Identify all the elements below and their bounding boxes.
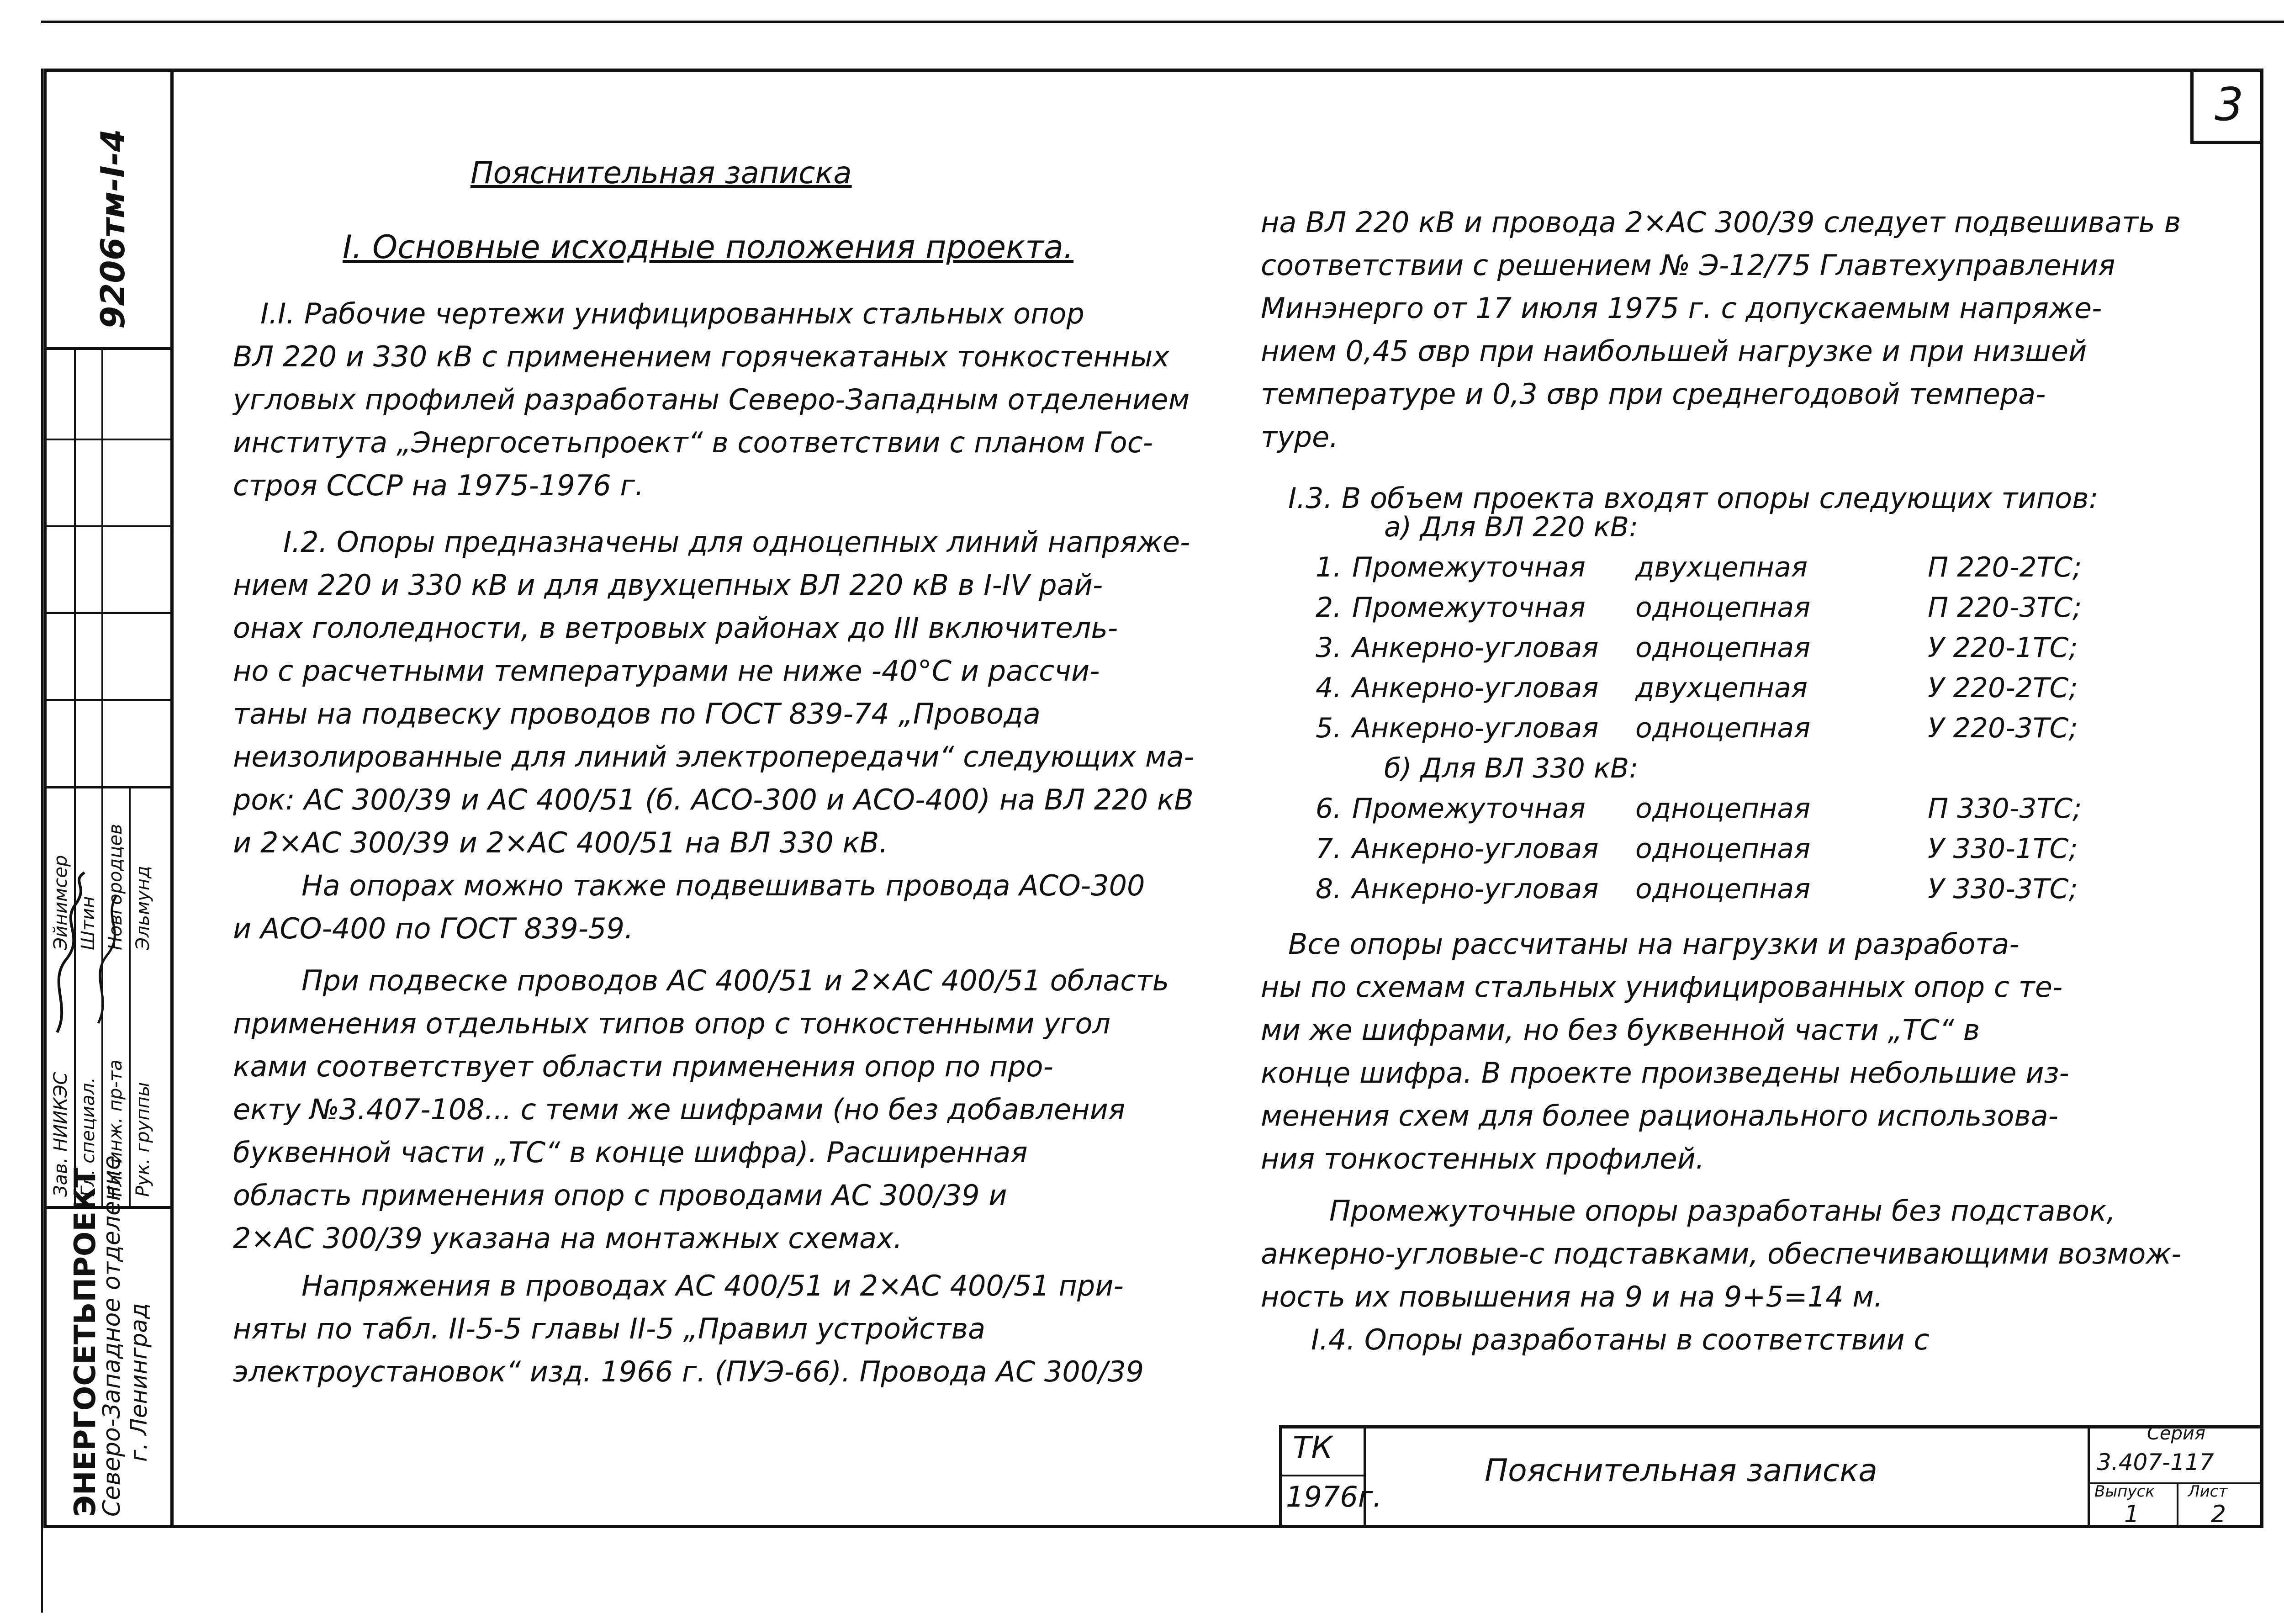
item-kind: Анкерно-угловая xyxy=(1352,873,1599,905)
item-circuit: одноцепная xyxy=(1635,793,1811,825)
item-code: У 220-3ТС; xyxy=(1928,712,2078,744)
item-circuit: двухцепная xyxy=(1635,672,1808,704)
page-title: Пояснительная записка xyxy=(471,155,852,190)
item-kind: Анкерно-угловая xyxy=(1352,632,1599,664)
strip-divider-1 xyxy=(43,347,174,350)
text-line: ность их повышения на 9 и на 9+5=14 м. xyxy=(1261,1280,1883,1313)
text-line: на ВЛ 220 кВ и провода 2×АС 300/39 следует подвешивать в xyxy=(1261,206,2181,239)
strip-row-line-1 xyxy=(43,439,174,440)
tb-line-issue-sheet xyxy=(2177,1482,2178,1528)
text-line: 2×АС 300/39 указана на монтажных схемах. xyxy=(233,1222,903,1255)
text-line: ны по схемам стальных унифицированных опор с те- xyxy=(1261,970,2063,1004)
item-code: У 330-1ТС; xyxy=(1928,833,2078,865)
text-line: екту №3.407-108... с теми же шифрами (но без добавления xyxy=(233,1093,1126,1126)
group-a-heading: а) Для ВЛ 220 кВ: xyxy=(1384,511,1639,543)
item-code: У 220-2ТС; xyxy=(1928,672,2078,704)
item-number: 1. xyxy=(1316,551,1342,583)
item-number: 8. xyxy=(1316,873,1342,905)
strip-city: г. Ленинград xyxy=(126,1303,152,1462)
item-number: 4. xyxy=(1316,672,1342,704)
tb-doc-title: Пояснительная записка xyxy=(1485,1453,1877,1489)
type-list xyxy=(1316,507,2184,909)
text-line: онах гололедности, в ветровых районах до III включитель- xyxy=(233,611,1118,645)
section-heading: I. Основные исходные положения проекта. xyxy=(343,228,1074,266)
type-list-item xyxy=(1316,547,2184,587)
strip-org: ЭНЕРГОСЕТЬПРОЕКТ xyxy=(69,1167,102,1517)
item-kind: Анкерно-угловая xyxy=(1352,672,1599,704)
item-circuit: одноцепная xyxy=(1635,833,1811,865)
item-number: 6. xyxy=(1316,793,1342,825)
tb-issue-label: Выпуск xyxy=(2094,1482,2155,1501)
type-list-item xyxy=(1316,788,2184,829)
text-line: I.2. Опоры предназначены для одноцепных линий напряже- xyxy=(283,525,1190,559)
right-column-bottom xyxy=(1261,923,2211,1361)
type-list-item xyxy=(1316,587,2184,628)
text-line: нием 0,45 σвр при наибольшей нагрузке и при низшей xyxy=(1261,334,2087,368)
group-b-heading: б) Для ВЛ 330 кВ: xyxy=(1384,752,1639,784)
text-line: ми же шифрами, но без буквенной части „ТС“ в xyxy=(1261,1013,1980,1047)
text-line: строя СССР на 1975-1976 г. xyxy=(233,469,644,502)
text-line: таны на подвеску проводов по ГОСТ 839-74 „Провода xyxy=(233,697,1041,730)
text-line: рок: АС 300/39 и АС 400/51 (б. АСО-300 и АСО-400) на ВЛ 220 кВ xyxy=(233,783,1194,816)
strip-right-border xyxy=(170,69,174,1528)
strip-name-3: Новгородцев xyxy=(105,824,126,950)
text-line: На опорах можно также подвешивать провода АСО-300 xyxy=(301,869,1145,902)
page-number: 3 xyxy=(2215,78,2244,131)
item-kind: Анкерно-угловая xyxy=(1352,833,1599,865)
tb-series-label: Серия xyxy=(2147,1423,2205,1444)
text-line: ВЛ 220 и 330 кВ с применением горячекатаных тонкостенных xyxy=(233,340,1170,373)
text-line: область применения опор с проводами АС 300/39 и xyxy=(233,1179,1007,1212)
item-code: П 330-3ТС; xyxy=(1928,793,2082,825)
item-circuit: двухцепная xyxy=(1635,551,1808,583)
text-line: туре. xyxy=(1261,420,1339,454)
text-line: применения отдельных типов опор с тонкостенными угол xyxy=(233,1007,1111,1040)
text-line: ками соответствует области применения опор по про- xyxy=(233,1050,1053,1083)
strip-row-line-4 xyxy=(43,699,174,701)
text-line: электроустановок“ изд. 1966 г. (ПУЭ-66). Провода АС 300/39 xyxy=(233,1355,1144,1388)
strip-role-3: Гл. инж. пр-та xyxy=(105,1059,126,1197)
text-line: института „Энергосетьпроект“ в соответствии с планом Гос- xyxy=(233,426,1153,459)
item-number: 2. xyxy=(1316,592,1342,624)
text-line: нием 220 и 330 кВ и для двухцепных ВЛ 220 кВ в I-IV рай- xyxy=(233,568,1103,602)
strip-name-2: Штин xyxy=(78,896,99,950)
text-line: но с расчетными температурами не ниже -40°С и рассчи- xyxy=(233,654,1100,688)
top-margin-line xyxy=(41,21,2284,23)
text-line: анкерно-угловые-с подставками, обеспечивающими возмож- xyxy=(1261,1237,2182,1270)
type-list-item xyxy=(1316,628,2184,668)
type-list-item xyxy=(1316,829,2184,869)
strip-branch: Северо-Западное отделение xyxy=(98,1155,126,1517)
text-line: менения схем для более рационального использова- xyxy=(1261,1099,2059,1132)
item-code: П 220-2ТС; xyxy=(1928,551,2082,583)
item-kind: Промежуточная xyxy=(1352,793,1586,825)
strip-divider-2 xyxy=(43,786,174,788)
type-list-item xyxy=(1316,668,2184,708)
tb-issue: 1 xyxy=(2124,1501,2140,1528)
text-line: Минэнерго от 17 июля 1975 г. с допускаемым напряже- xyxy=(1261,291,2102,325)
item-circuit: одноцепная xyxy=(1635,632,1811,664)
strip-row-line-3 xyxy=(43,612,174,614)
text-line: конце шифра. В проекте произведены небольшие из- xyxy=(1261,1056,2069,1090)
text-line: При подвеске проводов АС 400/51 и 2×АС 400/51 область xyxy=(301,964,1169,997)
stamp-code: 9206тм-I-4 xyxy=(94,129,132,329)
text-line: соответствии с решением № Э-12/75 Главтехуправления xyxy=(1261,249,2115,282)
text-line: I.4. Опоры разработаны в соответствии с xyxy=(1311,1323,1930,1356)
group-a-list xyxy=(1316,547,2184,748)
item-code: У 330-3ТС; xyxy=(1928,873,2078,905)
item-circuit: одноцепная xyxy=(1635,712,1811,744)
item-code: П 220-3ТС; xyxy=(1928,592,2082,624)
strip-col-1 xyxy=(74,347,76,1206)
text-line: Промежуточные опоры разработаны без подставок, xyxy=(1329,1194,2116,1227)
type-list-item xyxy=(1316,708,2184,748)
strip-role-2: Гл. специал. xyxy=(78,1077,99,1197)
text-line: ния тонкостенных профилей. xyxy=(1261,1142,1705,1175)
left-margin-line xyxy=(41,69,43,1613)
group-b-list xyxy=(1316,788,2184,909)
strip-role-4: Рук. группы xyxy=(132,1082,153,1197)
text-line: температуре и 0,3 σвр при среднегодовой темпера- xyxy=(1261,377,2046,411)
right-column xyxy=(1261,201,2211,520)
strip-name-4: Эльмунд xyxy=(132,866,153,950)
tb-sheet-label: Лист xyxy=(2188,1482,2228,1501)
item-number: 5. xyxy=(1316,712,1342,744)
text-line: и АСО-400 по ГОСТ 839-59. xyxy=(233,912,634,945)
item-circuit: одноцепная xyxy=(1635,592,1811,624)
text-line: няты по табл. II-5-5 главы II-5 „Правил устройства xyxy=(233,1312,986,1345)
item-circuit: одноцепная xyxy=(1635,873,1811,905)
signature-scribble xyxy=(43,868,130,1042)
tb-sheet: 2 xyxy=(2211,1501,2226,1528)
item-code: У 220-1ТС; xyxy=(1928,632,2078,664)
item-kind: Промежуточная xyxy=(1352,592,1586,624)
item-kind: Промежуточная xyxy=(1352,551,1586,583)
text-line: и 2×АС 300/39 и 2×АС 400/51 на ВЛ 330 кВ. xyxy=(233,826,888,859)
text-line: I.I. Рабочие чертежи унифицированных стальных опор xyxy=(260,297,1084,330)
text-line: Все опоры рассчитаны на нагрузки и разработа- xyxy=(1288,927,2020,961)
tb-series: 3.407-117 xyxy=(2097,1449,2214,1476)
left-column xyxy=(233,292,1195,1393)
strip-name-1: Эйнимсер xyxy=(50,855,71,950)
tb-line-series xyxy=(2088,1425,2090,1528)
item-number: 7. xyxy=(1316,833,1342,865)
tb-org: ТК xyxy=(1293,1430,1333,1465)
tb-line-org-h xyxy=(1279,1475,1366,1476)
item-number: 3. xyxy=(1316,632,1342,664)
text-line: угловых профилей разработаны Северо-Западным отделением xyxy=(233,383,1190,416)
text-line: буквенной части „ТС“ в конце шифра). Расширенная xyxy=(233,1136,1028,1169)
type-list-item xyxy=(1316,869,2184,909)
strip-col-2 xyxy=(101,347,103,1206)
tb-year: 1976г. xyxy=(1286,1480,1382,1513)
text-line: неизолированные для линий электропередачи“ следующих ма- xyxy=(233,740,1195,773)
text-line: Напряжения в проводах АС 400/51 и 2×АС 400/51 при- xyxy=(301,1269,1124,1302)
scope-intro: I.3. В объем проекта входят опоры следующих типов: xyxy=(1288,481,2099,515)
strip-role-1: Зав. НИИКЭС xyxy=(50,1072,71,1197)
item-kind: Анкерно-угловая xyxy=(1352,712,1599,744)
strip-row-line-2 xyxy=(43,525,174,527)
